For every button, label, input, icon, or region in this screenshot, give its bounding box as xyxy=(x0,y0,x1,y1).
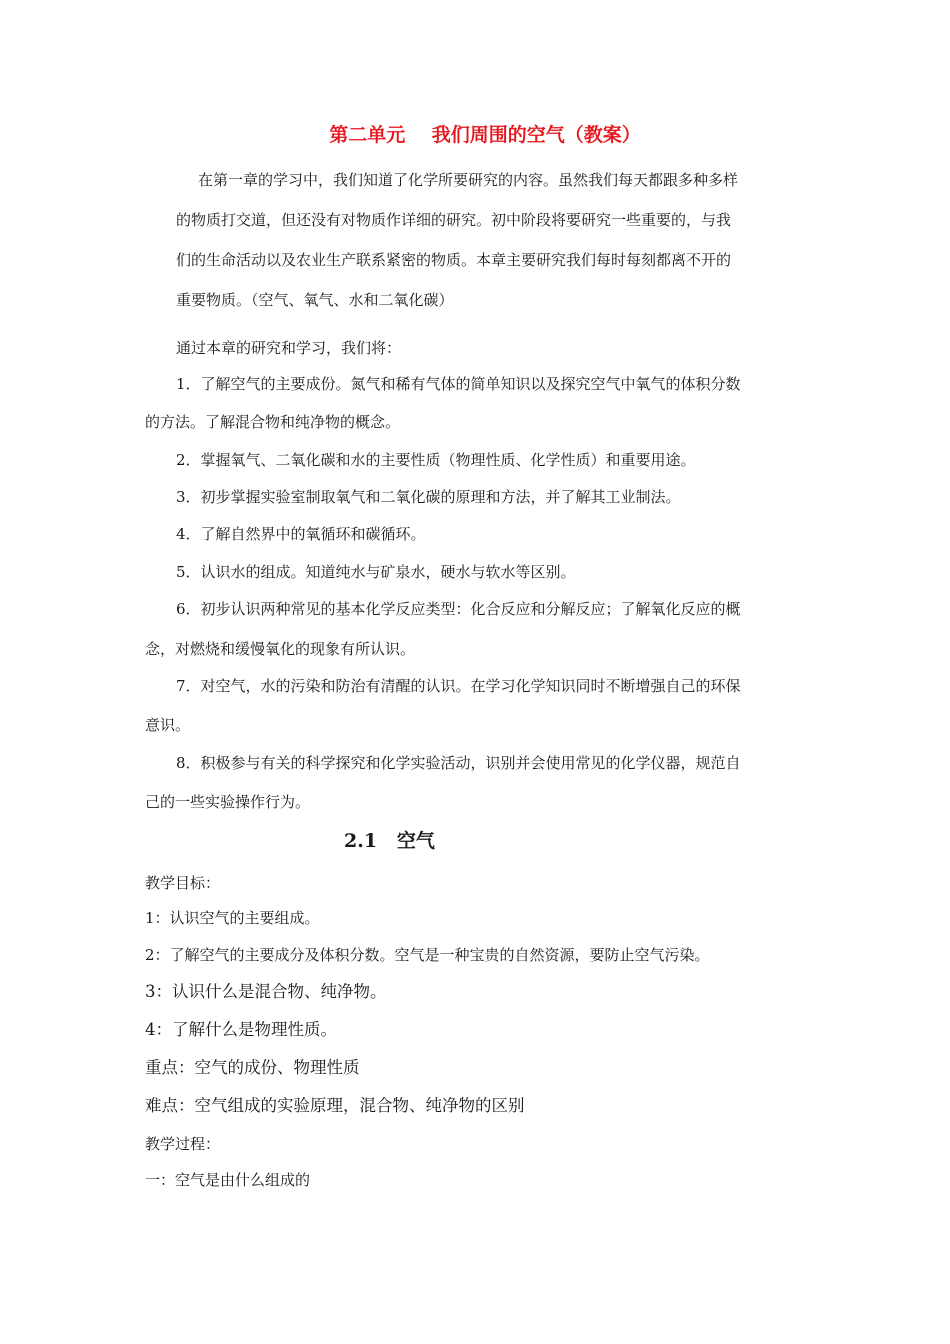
objective-item: 4：了解什么是物理性质。 xyxy=(145,1020,337,1039)
key-point: 重点：空气的成份、物理性质 xyxy=(145,1058,360,1077)
goal-item: 8．积极参与有关的科学探究和化学实验活动，识别并会使用常见的化学仪器，规范自 xyxy=(176,754,741,772)
goal-item: 1．了解空气的主要成份。氮气和稀有气体的简单知识以及探究空气中氧气的体积分数 xyxy=(176,375,741,393)
intro-line: 重要物质。（空气、氧气、水和二氧化碳） xyxy=(176,291,454,309)
objective-item: 1：认识空气的主要组成。 xyxy=(145,909,320,927)
lead-text: 通过本章的研究和学习，我们将： xyxy=(176,339,402,357)
process-label: 教学过程： xyxy=(145,1135,221,1153)
goal-item-cont: 的方法。了解混合物和纯净物的概念。 xyxy=(145,413,401,431)
objective-item: 2：了解空气的主要成分及体积分数。空气是一种宝贵的自然资源，要防止空气污染。 xyxy=(145,946,710,964)
goal-item-cont: 己的一些实验操作行为。 xyxy=(145,793,311,811)
intro-line: 们的生命活动以及农业生产联系紧密的物质。本章主要研究我们每时每刻都离不开的 xyxy=(176,251,732,269)
objectives-label: 教学目标： xyxy=(145,874,221,892)
goal-item: 3．初步掌握实验室制取氧气和二氧化碳的原理和方法，并了解其工业制法。 xyxy=(176,488,681,506)
section-heading: 2.1 空气 xyxy=(344,830,435,852)
goal-item: 4．了解自然界中的氧循环和碳循环。 xyxy=(176,525,426,543)
goal-item: 6．初步认识两种常见的基本化学反应类型：化合反应和分解反应；了解氧化反应的概 xyxy=(176,600,741,618)
difficulty: 难点：空气组成的实验原理，混合物、纯净物的区别 xyxy=(145,1096,525,1115)
intro-line: 的物质打交道，但还没有对物质作详细的研究。初中阶段将要研究一些重要的，与我 xyxy=(176,211,732,229)
intro-line: 在第一章的学习中，我们知道了化学所要研究的内容。虽然我们每天都跟多种多样 xyxy=(198,171,739,189)
goal-item-cont: 意识。 xyxy=(145,716,191,734)
goal-item: 7．对空气，水的污染和防治有清醒的认识。在学习化学知识同时不断增强自己的环保 xyxy=(176,677,741,695)
goal-item-cont: 念，对燃烧和缓慢氧化的现象有所认识。 xyxy=(145,640,416,658)
part-heading: 一：空气是由什么组成的 xyxy=(145,1171,311,1189)
objective-item: 3：认识什么是混合物、纯净物。 xyxy=(145,982,387,1001)
goal-item: 5．认识水的组成。知道纯水与矿泉水，硬水与软水等区别。 xyxy=(176,563,576,581)
page-title: 第二单元 我们周围的空气（教案） xyxy=(329,124,641,146)
goal-item: 2．掌握氧气、二氧化碳和水的主要性质（物理性质、化学性质）和重要用途。 xyxy=(176,451,696,469)
